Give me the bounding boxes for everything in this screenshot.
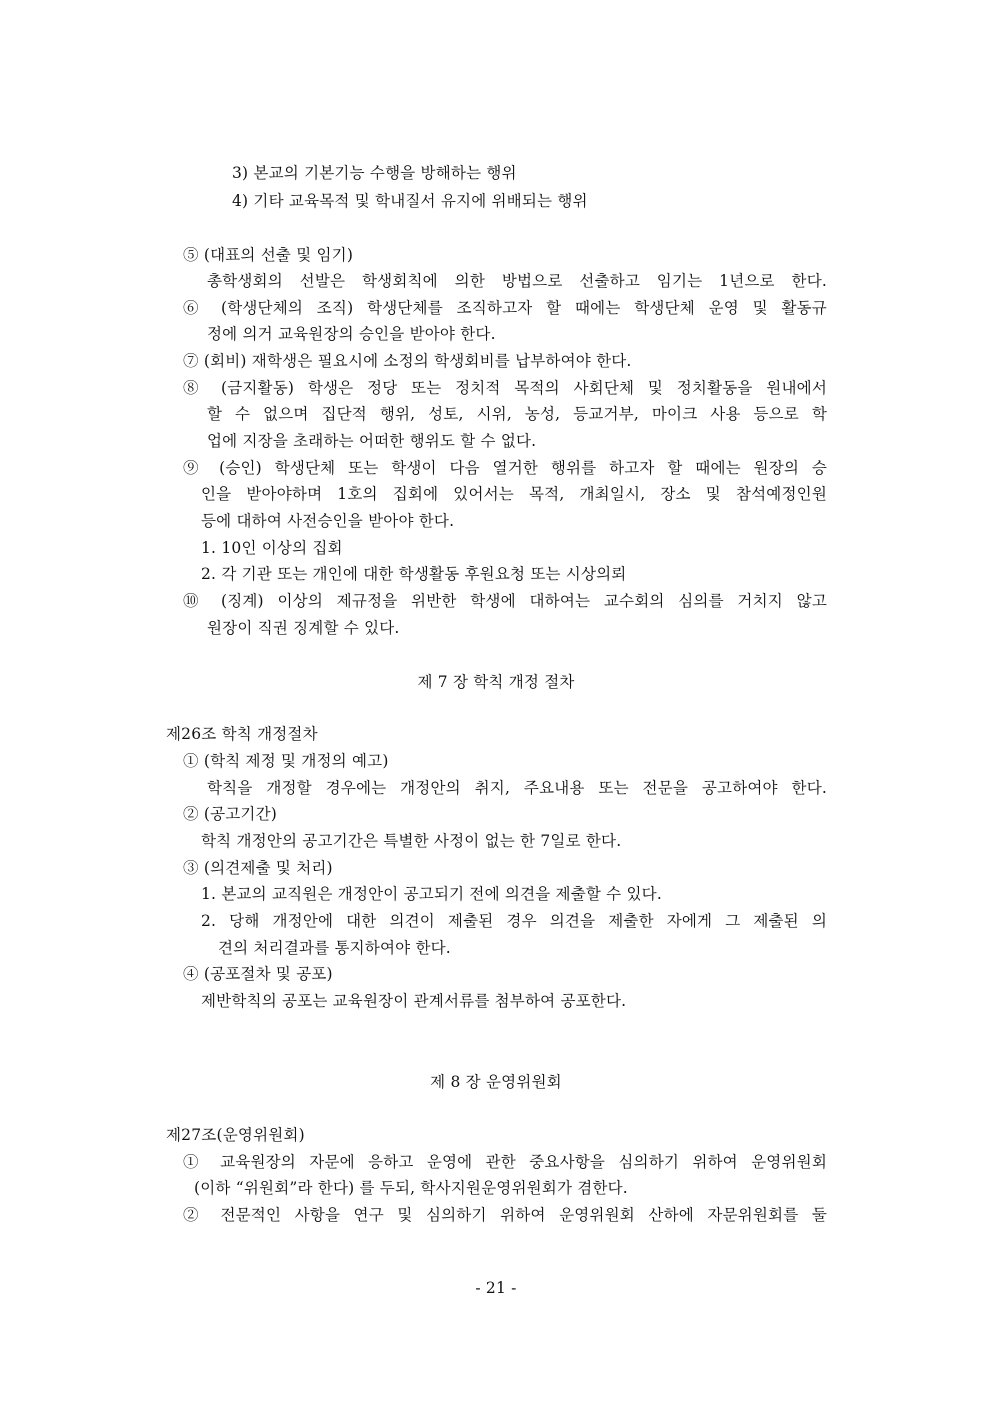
chapter-title: 제 8 장 운영위원회 <box>430 1073 562 1091</box>
list-item: 2. 각 기관 또는 개인에 대한 학생활동 후원요청 또는 시상의뢰 <box>201 565 627 583</box>
clause-text: (이하 “위원회”라 한다) 를 두되, 학사지원운영위원회가 겸한다. <box>194 1179 628 1197</box>
list-item: 3) 본교의 기본기능 수행을 방해하는 행위 <box>232 164 517 182</box>
list-item: 2. 당해 개정안에 대한 의견이 제출된 경우 의견을 제출한 자에게 그 제출된 의 <box>201 912 827 930</box>
list-item: 견의 처리결과를 통지하여야 한다. <box>218 939 451 957</box>
clause-heading: ③ (의견제출 및 처리) <box>183 859 333 877</box>
list-item: 1. 10인 이상의 집회 <box>201 539 343 557</box>
clause-text: 할 수 없으며 집단적 행위, 성토, 시위, 농성, 등교거부, 마이크 사용 등으로 학 <box>207 405 827 423</box>
list-item: 1. 본교의 교직원은 개정안이 공고되기 전에 의견을 제출할 수 있다. <box>201 885 662 903</box>
clause-heading: ① (학칙 제정 및 개정의 예고) <box>183 752 389 770</box>
article-title: 제27조(운영위원회) <box>166 1126 305 1144</box>
clause-text: 제반학칙의 공포는 교육원장이 관계서류를 첨부하여 공포한다. <box>201 992 627 1010</box>
clause-heading: ② (공고기간) <box>183 805 278 823</box>
clause-text: ⑧ (금지활동) 학생은 정당 또는 정치적 목적의 사회단체 및 정치활동을 원내에서 <box>183 379 827 397</box>
clause-text: ① 교육원장의 자문에 응하고 운영에 관한 중요사항을 심의하기 위하여 운영위원회 <box>183 1153 827 1171</box>
clause-text: 업에 지장을 초래하는 어떠한 행위도 할 수 없다. <box>207 432 537 450</box>
clause-text: ⑩ (징계) 이상의 제규정을 위반한 학생에 대하여는 교수회의 심의를 거치지 않고 <box>183 592 827 610</box>
article-title: 제26조 학칙 개정절차 <box>166 725 318 743</box>
clause-heading: ⑤ (대표의 선출 및 임기) <box>183 246 354 264</box>
clause-text: ⑦ (회비) 재학생은 필요시에 소정의 학생회비를 납부하여야 한다. <box>183 352 632 370</box>
clause-text: 학칙 개정안의 공고기간은 특별한 사정이 없는 한 7일로 한다. <box>201 832 622 850</box>
clause-text: 학칙을 개정할 경우에는 개정안의 취지, 주요내용 또는 전문을 공고하여야 한다. <box>207 779 827 797</box>
clause-text: 인을 받아야하며 1호의 집회에 있어서는 목적, 개최일시, 장소 및 참석예정인원 <box>201 485 827 503</box>
clause-heading: ④ (공포절차 및 공포) <box>183 965 333 983</box>
clause-text: ② 전문적인 사항을 연구 및 심의하기 위하여 운영위원회 산하에 자문위원회를 둘 <box>183 1206 827 1224</box>
clause-text: ⑥ (학생단체의 조직) 학생단체를 조직하고자 할 때에는 학생단체 운영 및 활동규 <box>183 299 827 317</box>
clause-text: 총학생회의 선발은 학생회칙에 의한 방법으로 선출하고 임기는 1년으로 한다. <box>207 272 827 290</box>
clause-text: ⑨ (승인) 학생단체 또는 학생이 다음 열거한 행위를 하고자 할 때에는 원장의 승 <box>183 459 827 477</box>
page-number: - 21 - <box>475 1279 517 1297</box>
clause-text: 정에 의거 교육원장의 승인을 받아야 한다. <box>207 325 496 343</box>
list-item: 4) 기타 교육목적 및 학내질서 유지에 위배되는 행위 <box>232 192 588 210</box>
chapter-title: 제 7 장 학칙 개정 절차 <box>417 673 575 691</box>
clause-text: 원장이 직권 징계할 수 있다. <box>207 619 400 637</box>
clause-text: 등에 대하여 사전승인을 받아야 한다. <box>201 512 455 530</box>
